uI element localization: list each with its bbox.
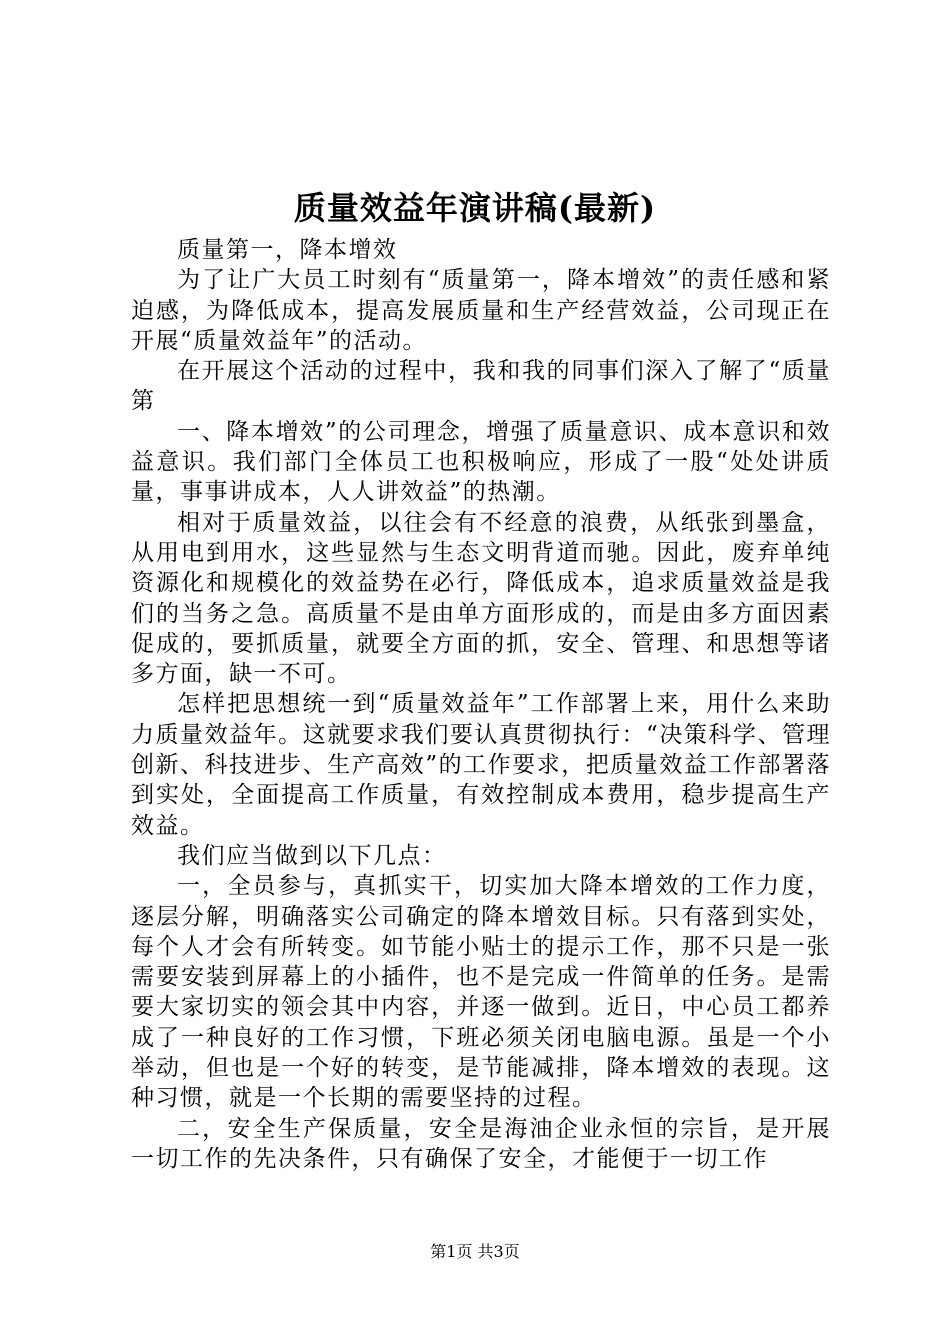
paragraph: 质量第一，降本增效 [177,237,398,263]
paragraph: 二，安全生产保质量，安全是海油企业永恒的宗旨，是开展一切工作的先决条件，只有确保了安全，才能便于一切工作 [131,1115,831,1172]
paragraph: 相对于质量效益，以往会有不经意的浪费，从纸张到墨盒，从用电到用水，这些显然与生态文明背道而驰。因此，废弃单纯资源化和规模化的效益势在必行，降低成本，追求质量效益是我们的当务之急。高质量不是由单方面形成的，而是由多方面因素促成的，要抓质量，就要全方面的抓，安全、管理、和思想等诸多方面，缺一不可。 [131,509,831,688]
paragraph: 我们应当做到以下几点： [177,842,447,869]
paragraph: 一，全员参与，真抓实干，切实加大降本增效的工作力度，逐层分解，明确落实公司确定的降本增效目标。只有落到实处，每个人才会有所转变。如节能小贴士的提示工作，那不只是一张需要安装到屏幕上的小插件，也不是完成一件简单的任务。是需要大家切实的领会其中内容，并逐一做到。近日，中心员工都养成了一种良好的工作习惯，下班必须关闭电脑电源。虽是一个小举动，但也是一个好的转变，是节能减排，降本增效的表现。这种习惯，就是一个长期的需要坚持的过程。 [131,873,831,1112]
paragraph: 在开展这个活动的过程中，我和我的同事们深入了解了“质量第 [131,358,831,415]
paragraph: 为了让广大员工时刻有“质量第一，降本增效”的责任感和紧迫感，为降低成本，提高发展质量和生产经营效益，公司现正在开展“质量效益年”的活动。 [131,267,831,354]
paragraph: 怎样把思想统一到“质量效益年”工作部署上来，用什么来助力质量效益年。这就要求我们要认真贯彻执行：“决策科学、管理创新、科技进步、生产高效”的工作要求，把质量效益工作部署落到实处，全面提高工作质量，有效控制成本费用，稳步提高生产效益。 [131,691,831,839]
paragraph: 一、降本增效”的公司理念，增强了质量意识、成本意识和效益意识。我们部门全体员工也积极响应，形成了一股“处处讲质量，事事讲成本，人人讲效益”的热潮。 [131,418,831,506]
page-footer: 第1页 共3页 [430,1242,520,1261]
document-body [131,235,831,1174]
document-title: 质量效益年演讲稿(最新) [293,189,657,227]
